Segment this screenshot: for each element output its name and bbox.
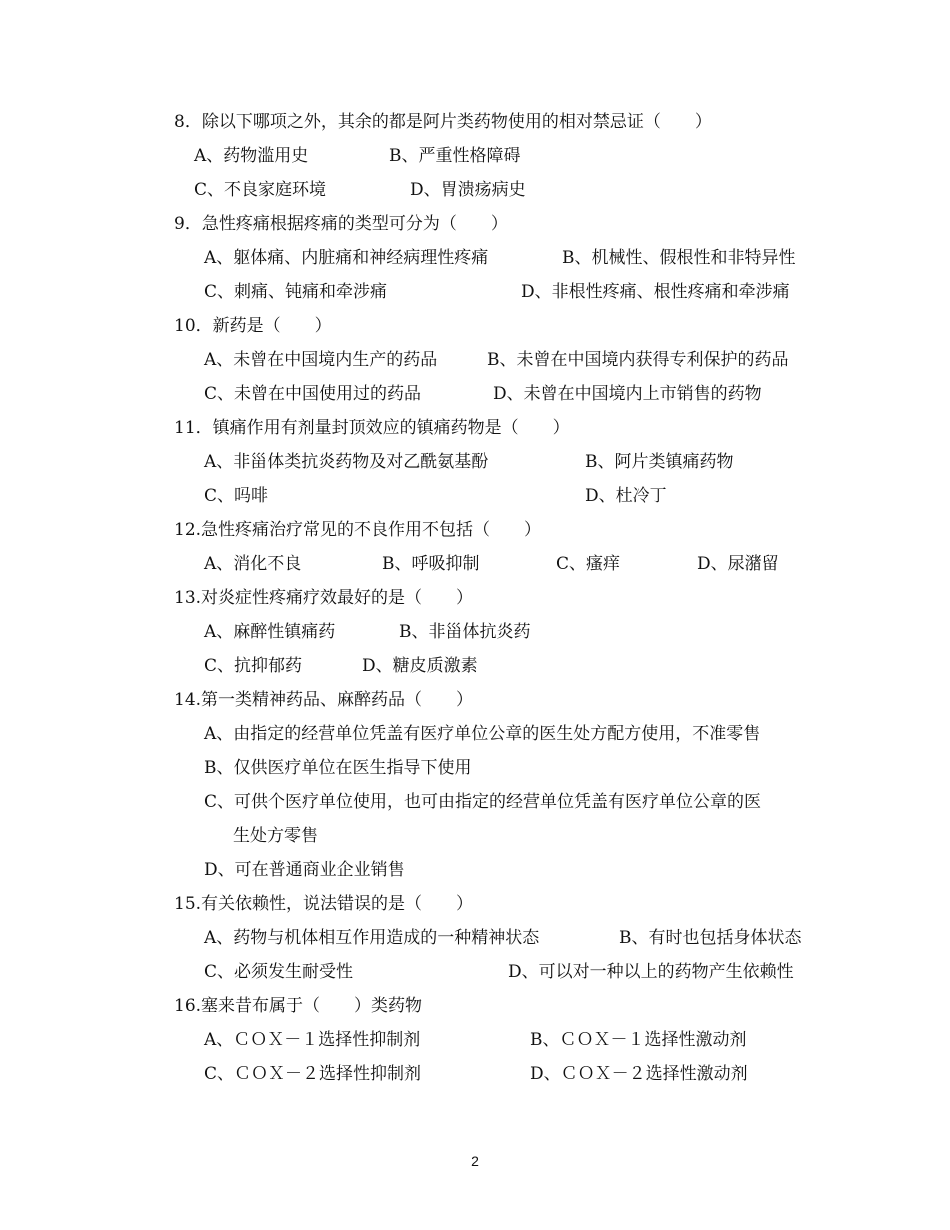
option-text: B、阿片类镇痛药物 [585, 452, 734, 472]
option-text: C、可供个医疗单位使用，也可由指定的经营单位凭盖有医疗单位公章的医 [204, 792, 762, 812]
question-stem: 12.急性疼痛治疗常见的不良作用不包括（ ） [174, 520, 542, 540]
page-number: 2 [471, 1153, 479, 1169]
option-text: D、杜冷丁 [585, 486, 667, 506]
option-text: C、必须发生耐受性 [204, 962, 354, 982]
option-text: B、有时也包括身体状态 [619, 928, 802, 948]
option-text: C、瘙痒 [556, 554, 621, 574]
question-stem: 15.有关依赖性，说法错误的是（ ） [174, 894, 474, 914]
option-text: B、仅供医疗单位在医生指导下使用 [204, 758, 472, 778]
option-text: D、可以对一种以上的药物产生依赖性 [508, 962, 794, 982]
option-text: A、麻醉性镇痛药 [204, 622, 336, 642]
option-text: B、严重性格障碍 [389, 146, 521, 166]
question-stem: 10．新药是（ ） [174, 316, 332, 336]
option-text: B、机械性、假根性和非特异性 [562, 248, 796, 268]
question-stem: 11．镇痛作用有剂量封顶效应的镇痛药物是（ ） [174, 418, 570, 438]
question-stem: 13.对炎症性疼痛疗效最好的是（ ） [174, 588, 474, 608]
option-text: C、抗抑郁药 [204, 656, 303, 676]
option-text: D、未曾在中国境内上市销售的药物 [493, 384, 762, 404]
option-text: D、非根性疼痛、根性疼痛和牵涉痛 [521, 282, 790, 302]
option-text-continuation: 生处方零售 [233, 826, 318, 846]
option-text: A、ＣＯＸ－１选择性抑制剂 [204, 1030, 421, 1050]
option-text: D、尿潴留 [697, 554, 779, 574]
option-text: D、胃溃疡病史 [410, 180, 526, 200]
option-text: B、呼吸抑制 [382, 554, 480, 574]
option-text: A、非甾体类抗炎药物及对乙酰氨基酚 [204, 452, 489, 472]
question-stem: 14.第一类精神药品、麻醉药品（ ） [174, 690, 474, 710]
option-text: B、非甾体抗炎药 [399, 622, 531, 642]
option-text: A、药物与机体相互作用造成的一种精神状态 [204, 928, 540, 948]
option-text: C、未曾在中国使用过的药品 [204, 384, 422, 404]
option-text: A、躯体痛、内脏痛和神经病理性疼痛 [204, 248, 489, 268]
option-text: C、不良家庭环境 [194, 180, 327, 200]
option-text: A、未曾在中国境内生产的药品 [204, 350, 438, 370]
option-text: D、可在普通商业企业销售 [204, 860, 405, 880]
option-text: D、糖皮质激素 [362, 656, 478, 676]
option-text: C、ＣＯＸ－２选择性抑制剂 [204, 1064, 422, 1084]
option-text: D、ＣＯＸ－２选择性激动剂 [530, 1064, 748, 1084]
option-text: A、由指定的经营单位凭盖有医疗单位公章的医生处方配方使用，不准零售 [204, 724, 761, 744]
question-stem: 16.塞来昔布属于（ ）类药物 [174, 996, 423, 1016]
option-text: A、消化不良 [204, 554, 302, 574]
option-text: C、吗啡 [204, 486, 269, 506]
option-text: B、未曾在中国境内获得专利保护的药品 [487, 350, 789, 370]
option-text: C、刺痛、钝痛和牵涉痛 [204, 282, 388, 302]
question-stem: 9．急性疼痛根据疼痛的类型可分为（ ） [174, 214, 508, 234]
option-text: A、药物滥用史 [194, 146, 309, 166]
option-text: B、ＣＯＸ－１选择性激动剂 [530, 1030, 747, 1050]
question-stem: 8．除以下哪项之外，其余的都是阿片类药物使用的相对禁忌证（ ） [174, 112, 712, 132]
